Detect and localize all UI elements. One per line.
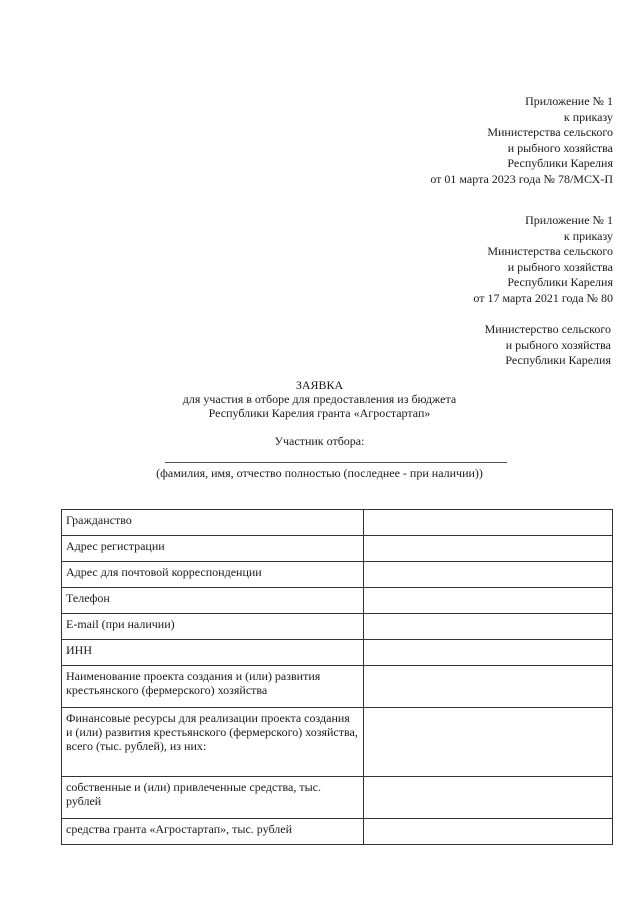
row-value-cell[interactable] bbox=[364, 640, 613, 666]
appendix-line: от 17 марта 2021 года № 80 bbox=[473, 290, 613, 305]
table-row bbox=[62, 510, 613, 536]
table-row bbox=[62, 777, 613, 819]
document-title bbox=[0, 378, 639, 420]
row-label: Адрес регистрации bbox=[62, 536, 364, 562]
row-label: Телефон bbox=[62, 588, 364, 614]
appendix-line: Приложение № 1 bbox=[525, 213, 613, 227]
table-row bbox=[62, 708, 613, 777]
title-heading: ЗАЯВКА bbox=[295, 378, 344, 392]
row-value-cell[interactable] bbox=[364, 819, 613, 845]
fio-underline bbox=[165, 462, 507, 463]
fio-hint: (фамилия, имя, отчество полностью (последнее - при наличии)) bbox=[156, 466, 483, 480]
row-value-cell[interactable] bbox=[364, 562, 613, 588]
appendix-previous bbox=[473, 213, 613, 306]
appendix-line: к приказу bbox=[563, 228, 613, 243]
title-line: для участия в отборе для предоставления из бюджета bbox=[182, 392, 457, 406]
table-row bbox=[62, 536, 613, 562]
row-value-cell[interactable] bbox=[364, 536, 613, 562]
appendix-line: Республики Карелия bbox=[507, 156, 613, 170]
application-form-table bbox=[61, 509, 613, 845]
addressee-line: Министерство сельского bbox=[484, 322, 611, 336]
title-line: Республики Карелия гранта «Агростартап» bbox=[208, 406, 431, 420]
row-label: собственные и (или) привлеченные средства, тыс. рублей bbox=[62, 777, 364, 819]
addressee bbox=[485, 322, 611, 369]
row-label: средства гранта «Агростартап», тыс. рублей bbox=[62, 819, 364, 845]
row-value-cell[interactable] bbox=[364, 510, 613, 536]
table-row bbox=[62, 666, 613, 708]
table-row bbox=[62, 562, 613, 588]
appendix-line: к приказу bbox=[563, 109, 613, 124]
appendix-line: Министерства сельского bbox=[487, 125, 613, 139]
table-row bbox=[62, 819, 613, 845]
participant-label: Участник отбора: bbox=[274, 434, 365, 448]
addressee-line: и рыбного хозяйства bbox=[505, 337, 611, 352]
appendix-current bbox=[430, 94, 613, 187]
table-row bbox=[62, 588, 613, 614]
appendix-line: от 01 марта 2023 года № 78/МСХ-П bbox=[430, 171, 613, 186]
row-label: Гражданство bbox=[62, 510, 364, 536]
row-value-cell[interactable] bbox=[364, 708, 613, 777]
row-label: Наименование проекта создания и (или) развития крестьянского (фермерского) хозяйства bbox=[62, 666, 364, 708]
row-label: ИНН bbox=[62, 640, 364, 666]
row-label: Финансовые ресурсы для реализации проекта создания и (или) развития крестьянского (фермерского) хозяйства, всего (тыс. рублей), из них: bbox=[62, 708, 364, 777]
addressee-line: Республики Карелия bbox=[505, 353, 611, 367]
table-row bbox=[62, 614, 613, 640]
appendix-line: Министерства сельского bbox=[487, 244, 613, 258]
row-value-cell[interactable] bbox=[364, 614, 613, 640]
row-label: E-mail (при наличии) bbox=[62, 614, 364, 640]
appendix-line: Республики Карелия bbox=[507, 275, 613, 289]
row-value-cell[interactable] bbox=[364, 666, 613, 708]
row-value-cell[interactable] bbox=[364, 588, 613, 614]
appendix-line: Приложение № 1 bbox=[525, 94, 613, 108]
row-label: Адрес для почтовой корреспонденции bbox=[62, 562, 364, 588]
appendix-line: и рыбного хозяйства bbox=[507, 259, 613, 274]
appendix-line: и рыбного хозяйства bbox=[507, 140, 613, 155]
row-value-cell[interactable] bbox=[364, 777, 613, 819]
table-row bbox=[62, 640, 613, 666]
